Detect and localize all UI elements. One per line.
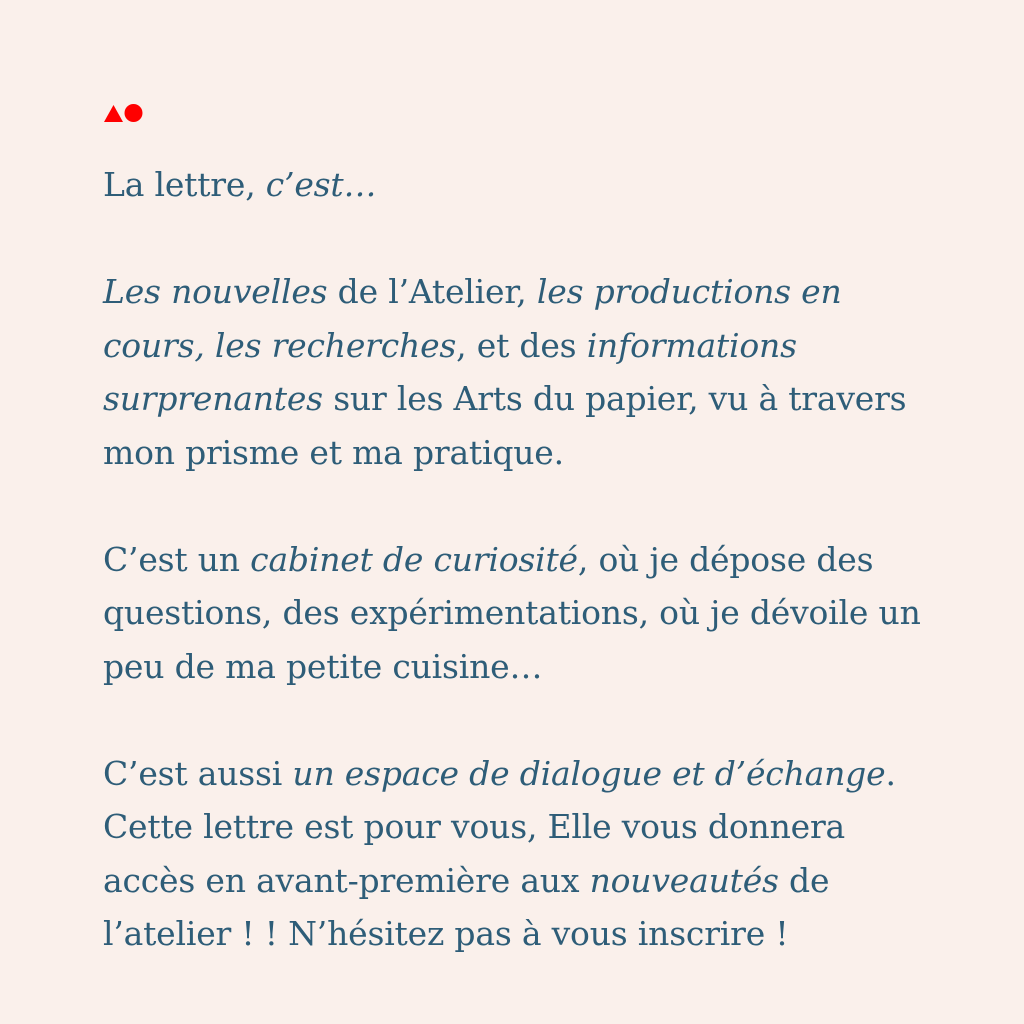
- p1-text-1: de l’Atelier,: [327, 272, 537, 311]
- logo-circle: [125, 104, 143, 122]
- p1-italic-3: informations surprenantes: [103, 325, 797, 418]
- newsletter-description: [103, 158, 943, 961]
- p3-italic-2: nouveautés: [589, 860, 779, 900]
- p3-text-1: C’est aussi: [103, 753, 293, 793]
- p2-text-1: C’est un: [103, 539, 251, 579]
- intro-line: [103, 158, 943, 212]
- triangle-circle-logo-icon: [103, 102, 143, 124]
- p1-text-2: , et des: [456, 325, 587, 365]
- paragraph-news: [103, 265, 943, 479]
- intro-text: La lettre,: [103, 165, 266, 204]
- p2-text-2: , où je dépose des questions, des expérimentations, où je dévoile un peu de ma petite cuisine…: [103, 539, 921, 686]
- intro-italic-text: c’est…: [265, 165, 377, 204]
- p3-text-2: . Cette lettre est pour vous, Elle vous donnera accès en avant-première aux: [103, 753, 896, 900]
- paragraph-cabinet: [103, 533, 943, 694]
- p2-italic-1: cabinet de curiosité: [250, 539, 578, 579]
- logo-triangle: [104, 105, 123, 122]
- p1-italic-1: Les nouvelles: [103, 272, 328, 311]
- p3-text-3: de l’atelier ! ! N’hésitez pas à vous inscrire !: [103, 860, 830, 953]
- p1-italic-2: les productions en cours, les recherches: [103, 272, 842, 365]
- paragraph-dialogue: [103, 747, 943, 961]
- p1-text-3: sur les Arts du papier, vu à travers mon prisme et ma pratique.: [103, 379, 907, 472]
- p3-italic-1: un espace de dialogue et d’échange: [292, 753, 886, 793]
